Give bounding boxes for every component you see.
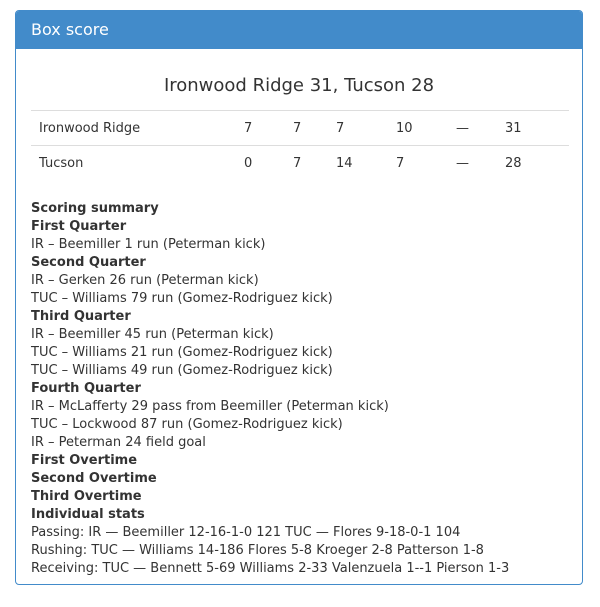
overtime-heading: Second Overtime (31, 471, 157, 486)
stats-title: Individual stats (31, 507, 145, 522)
quarter-4-score: 7 (396, 146, 456, 181)
scoring-play: TUC – Lockwood 87 run (Gomez-Rodriguez kick) (31, 417, 343, 432)
panel-heading: Box score (16, 11, 582, 49)
overtime-score: — (456, 146, 505, 181)
rushing-stats: Rushing: TUC — Williams 14-186 Flores 5-8 Kroeger 2-8 Patterson 1-8 (31, 543, 484, 558)
table-row (31, 111, 569, 146)
team-name: Ironwood Ridge (31, 111, 244, 146)
scoring-play: TUC – Williams 79 run (Gomez-Rodriguez kick) (31, 291, 333, 306)
summary-title: Scoring summary (31, 201, 159, 216)
scoring-play: TUC – Williams 49 run (Gomez-Rodriguez kick) (31, 363, 333, 378)
game-title: Ironwood Ridge 31, Tucson 28 (163, 75, 435, 96)
scoring-play: IR – Gerken 26 run (Peterman kick) (31, 273, 259, 288)
overtime-heading: Third Overtime (31, 489, 142, 504)
table-row (31, 146, 569, 181)
quarter-4-score: 10 (396, 111, 456, 146)
quarter-1-score: 7 (244, 111, 293, 146)
overtime-heading: First Overtime (31, 453, 138, 468)
overtime-score: — (456, 111, 505, 146)
scoring-play: IR – Beemiller 1 run (Peterman kick) (31, 237, 266, 252)
total-score: 31 (505, 111, 569, 146)
linescore-table (31, 110, 569, 180)
quarter-3-score: 14 (336, 146, 396, 181)
panel-body (16, 71, 582, 578)
quarter-heading: First Quarter (31, 219, 127, 234)
quarter-heading: Second Quarter (31, 255, 146, 270)
scoring-summary (31, 200, 567, 578)
quarter-heading: Third Quarter (31, 309, 131, 324)
scoring-play: TUC – Williams 21 run (Gomez-Rodriguez kick) (31, 345, 333, 360)
passing-stats: Passing: IR — Beemiller 12-16-1-0 121 TUC — Flores 9-18-0-1 104 (31, 525, 461, 540)
scoring-play: IR – Beemiller 45 run (Peterman kick) (31, 327, 274, 342)
quarter-2-score: 7 (293, 111, 336, 146)
quarter-2-score: 7 (293, 146, 336, 181)
team-name: Tucson (31, 146, 244, 181)
scoring-play: IR – McLafferty 29 pass from Beemiller (Peterman kick) (31, 399, 389, 414)
quarter-heading: Fourth Quarter (31, 381, 141, 396)
quarter-3-score: 7 (336, 111, 396, 146)
quarter-1-score: 0 (244, 146, 293, 181)
scoring-play: IR – Peterman 24 field goal (31, 435, 206, 450)
receiving-stats: Receiving: TUC — Bennett 5-69 Williams 2-33 Valenzuela 1--1 Pierson 1-3 (31, 561, 510, 576)
box-score-panel (15, 10, 583, 585)
total-score: 28 (505, 146, 569, 181)
